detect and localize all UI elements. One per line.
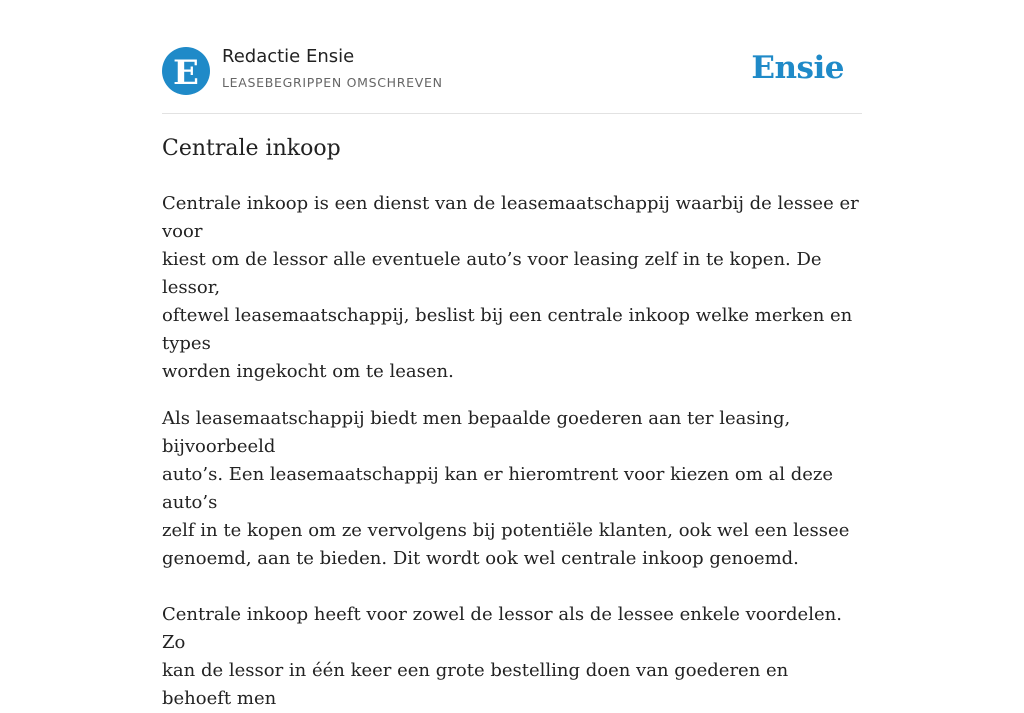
article-body [162, 190, 862, 713]
article-header [162, 0, 862, 114]
category-subtitle[interactable]: LEASEBEGRIPPEN OMSCHREVEN [222, 75, 443, 90]
paragraph: Centrale inkoop is een dienst van de leasemaatschappij waarbij de lessee er voor kiest om de lessor alle eventuele auto’s voor leasing zelf in te kopen. De lessor, oftewel leasemaatschappij, beslist bij een centrale inkoop welke merken en types worden ingekocht om te leasen. [162, 193, 859, 382]
page-title: Centrale inkoop [162, 136, 341, 161]
brand-logo[interactable]: Ensie [751, 50, 844, 86]
avatar-letter: E [173, 53, 199, 93]
author-name[interactable]: Redactie Ensie [222, 46, 355, 67]
avatar[interactable] [162, 47, 210, 95]
paragraph: Als leasemaatschappij biedt men bepaalde goederen aan ter leasing, bijvoorbeeld auto’s. Een leasemaatschappij kan er hieromtrent voor kiezen om al deze auto’s zelf in te kopen om ze vervolgens bij potentiële klanten, ook wel een lessee genoemd, aan te bieden. Dit wordt ook wel centrale inkoop genoemd. [162, 408, 850, 569]
article-card [162, 0, 862, 709]
paragraph: Centrale inkoop heeft voor zowel de lessor als de lessee enkele voordelen. Zo kan de lessor in één keer een grote bestelling doen van goederen en behoeft men [162, 604, 842, 709]
ensie-e-logo-icon [162, 47, 210, 95]
